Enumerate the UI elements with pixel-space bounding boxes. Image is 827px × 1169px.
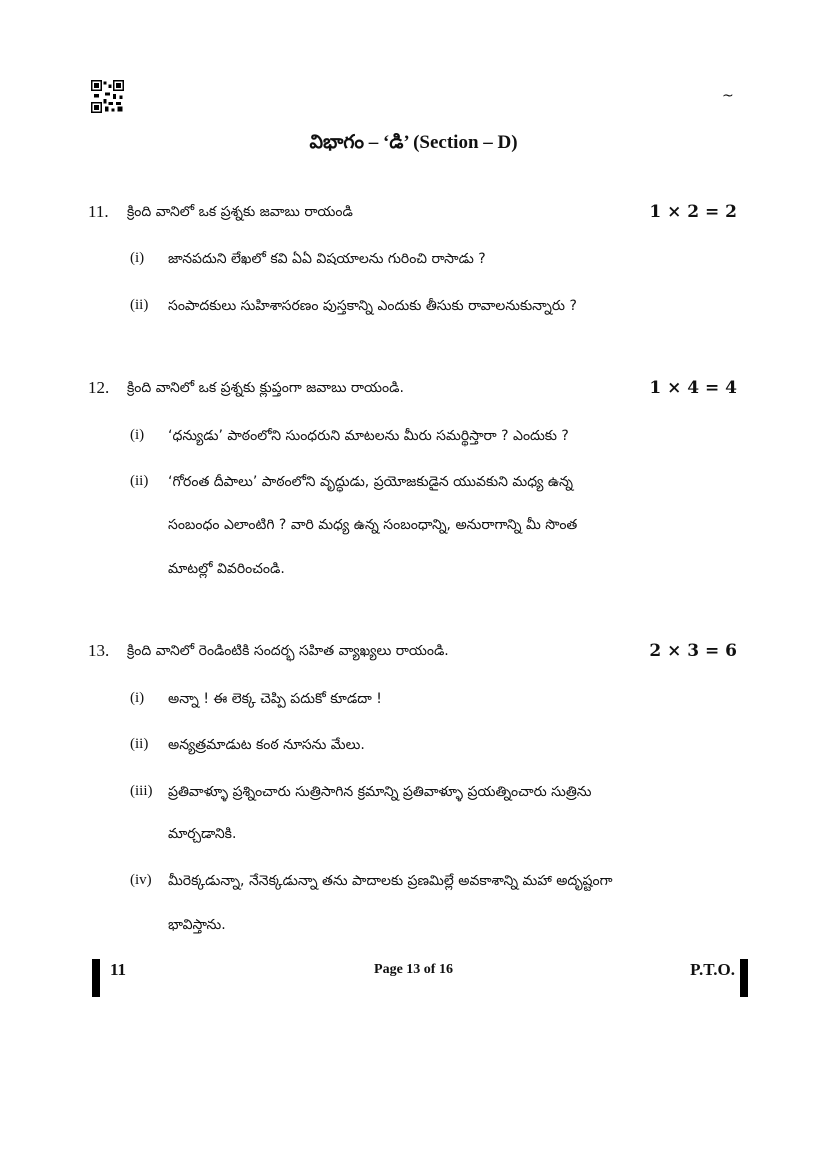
question-instruction: క్రింది వానిలో రెండింటికి సందర్భ సహిత వ్యాఖ్యలు రాయండి. — [127, 643, 449, 659]
part-text-continued: మాటల్లో వివరించండి. — [168, 561, 285, 577]
part-label: (iii) — [130, 783, 153, 799]
marks-label: 1 × 4 = 4 — [649, 378, 737, 398]
part-label: (i) — [130, 690, 145, 706]
part-text: అన్యత్రమాడుట కంఠ నూసను మేలు. — [168, 737, 365, 753]
part-text: జానపదుని లేఖలో కవి ఏఏ విషయాలను గురించి రాసాడు ? — [168, 251, 486, 267]
part-label: (ii) — [130, 736, 149, 752]
part-text-continued: భావిస్తాను. — [168, 917, 226, 933]
part-text-continued: మార్చడానికి. — [168, 826, 237, 842]
page-number: Page 13 of 16 — [374, 962, 453, 977]
part-text: ‘ధన్యుడు’ పాఠంలోని సుంధరుని మాటలను మీరు సమర్థిస్తారా ? ఎందుకు ? — [168, 428, 569, 444]
part-text: ప్రతివాళ్ళూ ప్రశ్నించారు సుత్రిసాగిన క్రమాన్ని ప్రతివాళ్ళూ ప్రయత్నించారు సుత్రిను — [168, 784, 592, 800]
part-text: సంపాదకులు సుహిశాసరణం పుస్తకాన్ని ఎందుకు తీసుకు రావాలనుకున్నారు ? — [168, 298, 577, 314]
marks-label: 2 × 3 = 6 — [649, 641, 737, 661]
corner-mark: ~ — [722, 88, 734, 104]
part-label: (i) — [130, 427, 145, 443]
pto-label: P.T.O. — [690, 960, 735, 979]
footer-right-bar — [740, 959, 748, 997]
part-text-continued: సంబంధం ఎలాంటిగి ? వారి మధ్య ఉన్న సంబంధాన్ని, అనురాగాన్ని మీ సొంత — [168, 517, 578, 533]
part-text: అన్నా ! ఈ లెక్క చెప్పి పదుకో కూడదా ! — [168, 691, 382, 707]
footer-code: 11 — [110, 960, 127, 979]
part-label: (iv) — [130, 872, 152, 888]
question-number: 12. — [88, 378, 110, 397]
section-title: విభాగం – ‘డి’ (Section – D) — [309, 132, 518, 153]
part-text: ‘గోరంత దీపాలు’ పాఠంలోని వృద్ధుడు, ప్రయోజకుడైన యువకుని మధ్య ఉన్న — [168, 474, 574, 490]
qr-code-icon — [91, 80, 124, 113]
part-label: (i) — [130, 250, 145, 266]
part-text: మీరెక్కడున్నా, నేనెక్కడున్నా తను పాదాలకు ప్రణమిల్లే అవకాశాన్ని మహా అదృష్టంగా — [168, 873, 613, 889]
question-instruction: క్రింది వానిలో ఒక ప్రశ్నకు జవాబు రాయండి — [127, 204, 353, 220]
question-number: 11. — [88, 202, 109, 221]
question-number: 13. — [88, 641, 110, 660]
question-instruction: క్రింది వానిలో ఒక ప్రశ్నకు క్లుప్తంగా జవాబు రాయండి. — [127, 380, 404, 396]
part-label: (ii) — [130, 297, 149, 313]
marks-label: 1 × 2 = 2 — [649, 202, 737, 222]
part-label: (ii) — [130, 473, 149, 489]
